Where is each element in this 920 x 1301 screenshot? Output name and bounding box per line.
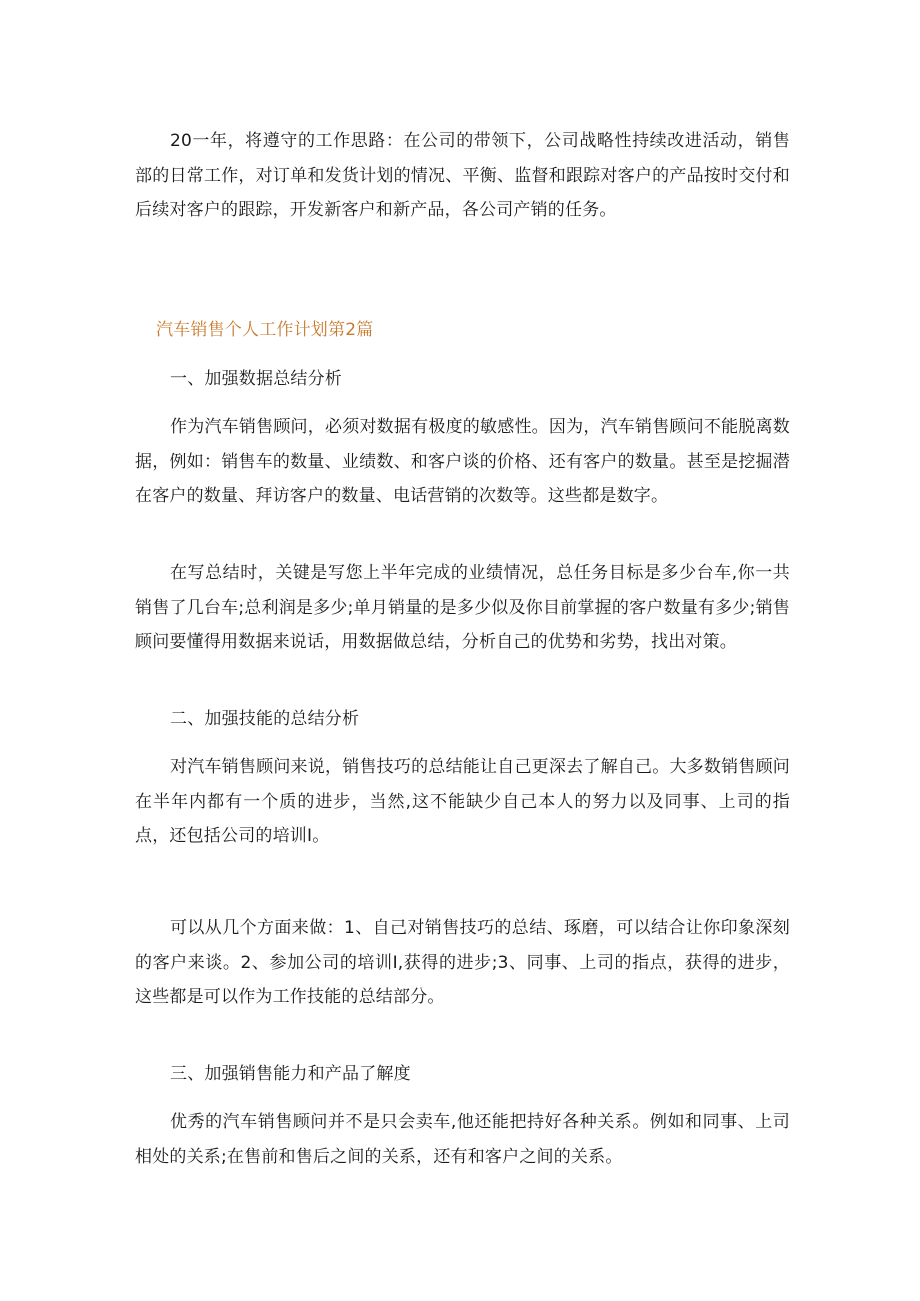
section-heading-sales-ability: 三、加强销售能力和产品了解度: [170, 1064, 411, 1084]
article-title: 汽车销售个人工作计划第2篇: [156, 320, 374, 340]
section2-paragraph-2: 可以从几个方面来做：1、自己对销售技巧的总结、琢磨，可以结合让你印象深刻的客户来谈。2、参加公司的培训I,获得的进步;3、同事、上司的指点，获得的进步，这些都是可以作为工作技能的总结部分。: [135, 918, 790, 1007]
intro-paragraph: 20一年，将遵守的工作思路：在公司的带领下，公司战略性持续改进活动，销售部的日常工作，对订单和发货计划的情况、平衡、监督和跟踪对客户的产品按时交付和后续对客户的跟踪，开发新客户和新产品，各公司产销的任务。: [135, 131, 790, 220]
section2-paragraph-1: 对汽车销售顾问来说，销售技巧的总结能让自己更深去了解自己。大多数销售顾问在半年内都有一个质的进步，当然,这不能缺少自己本人的努力以及同事、上司的指点，还包括公司的培训I。: [135, 757, 790, 846]
section-heading-data-analysis: 一、加强数据总结分析: [170, 369, 342, 389]
section-heading-skills-analysis: 二、加强技能的总结分析: [170, 709, 360, 729]
section1-paragraph-2: 在写总结时，关键是写您上半年完成的业绩情况，总任务目标是多少台车,你一共销售了几台车;总利润是多少;单月销量的是多少似及你目前掌握的客户数量有多少;销售顾问要懂得用数据来说话，用数据做总结，分析自己的优势和劣势，找出对策。: [135, 563, 790, 652]
section3-paragraph-1: 优秀的汽车销售顾问并不是只会卖车,他还能把持好各种关系。例如和同事、上司相处的关系;在售前和售后之间的关系，还有和客户之间的关系。: [135, 1112, 790, 1167]
section1-paragraph-1: 作为汽车销售顾问，必须对数据有极度的敏感性。因为，汽车销售顾问不能脱离数据，例如：销售车的数量、业绩数、和客户谈的价格、还有客户的数量。甚至是挖掘潜在客户的数量、拜访客户的数量、电话营销的次数等。这些都是数字。: [135, 417, 790, 506]
